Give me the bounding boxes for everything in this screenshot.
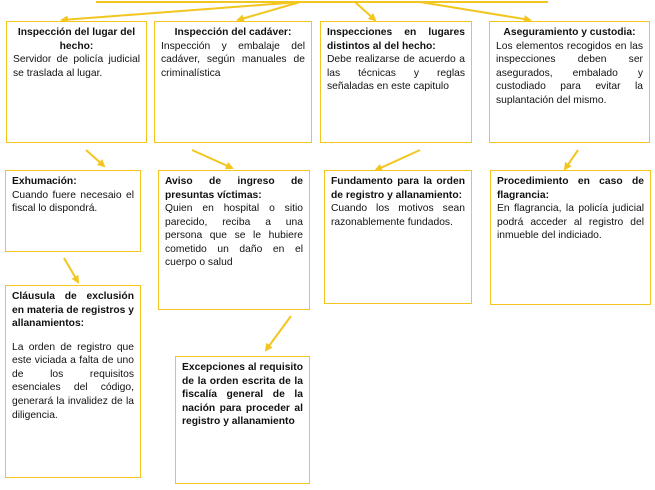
arrow-to-aseguramiento: [420, 2, 530, 20]
box-inspeccion-cadaver: [154, 21, 312, 143]
box-text: Cuando fuere necesaio el fiscal lo dispondrá.: [12, 189, 134, 215]
box-title: Excepciones al requisito de la orden escrita de la fiscalía general de la nación para proceder al registro y allanamiento: [182, 362, 303, 428]
arrow-to-excepciones: [266, 316, 291, 350]
box-text: Inspección y embalaje del cadáver, según manuales de criminalística: [161, 40, 305, 79]
arrow-to-fundamento: [376, 150, 420, 170]
arrow-to-procedimiento: [565, 150, 578, 169]
box-text: En flagrancia, la policía judicial podrá acceder al registro del inmueble del indiciado.: [497, 203, 644, 242]
box-text: Debe realizarse de acuerdo a las técnicas y reglas señaladas en este capitulo: [327, 54, 465, 93]
arrow-to-aviso-ingreso: [192, 150, 232, 168]
box-fundamento: [324, 170, 472, 304]
box-clausula-exclusion: [5, 285, 141, 478]
box-excepciones: [175, 356, 310, 484]
box-text: Los elementos recogidos en las inspecciones deben ser asegurados, embalado y custodiado para evitar la suplantación del mismo.: [496, 40, 643, 106]
box-title: Cláusula de exclusión en materia de registros y allanamientos:: [12, 291, 134, 330]
box-title: Fundamento para la orden de registro y allanamiento:: [331, 176, 465, 201]
box-exhumacion: [5, 170, 141, 252]
arrow-to-inspecciones-lugares: [355, 2, 375, 20]
box-title: Procedimiento en caso de flagrancia:: [497, 176, 644, 201]
box-inspecciones-lugares: [320, 21, 472, 143]
box-inspeccion-lugar: [6, 21, 147, 143]
box-aviso-ingreso: [158, 170, 310, 310]
box-text: Quien en hospital o sitio parecido, reciba a una persona que se le hubiere cometido un daño en el cuerpo o salud: [165, 203, 303, 269]
box-title: Aseguramiento y custodia:: [503, 27, 636, 38]
box-title: Inspección del lugar del hecho:: [17, 27, 136, 52]
box-title: Aviso de ingreso de presuntas víctimas:: [165, 176, 303, 201]
box-title: Exhumación:: [12, 176, 77, 187]
box-title: Inspección del cadáver:: [174, 27, 292, 38]
box-procedimiento: [490, 170, 651, 305]
arrow-to-inspeccion-lugar: [62, 2, 300, 20]
box-text: Cuando los motivos sean razonablemente fundados.: [331, 203, 465, 228]
arrow-to-exhumacion: [86, 150, 104, 166]
box-title: Inspecciones en lugares distintos al del hecho:: [327, 27, 465, 52]
arrow-to-clausula: [64, 258, 78, 282]
box-text: Servidor de policía judicial se traslada al lugar.: [13, 54, 140, 79]
box-text: La orden de registro que este viciada a falta de uno de los requisitos esenciales del código, generará la invalidez de la diligencia.: [12, 341, 134, 421]
box-aseguramiento: [489, 21, 650, 143]
